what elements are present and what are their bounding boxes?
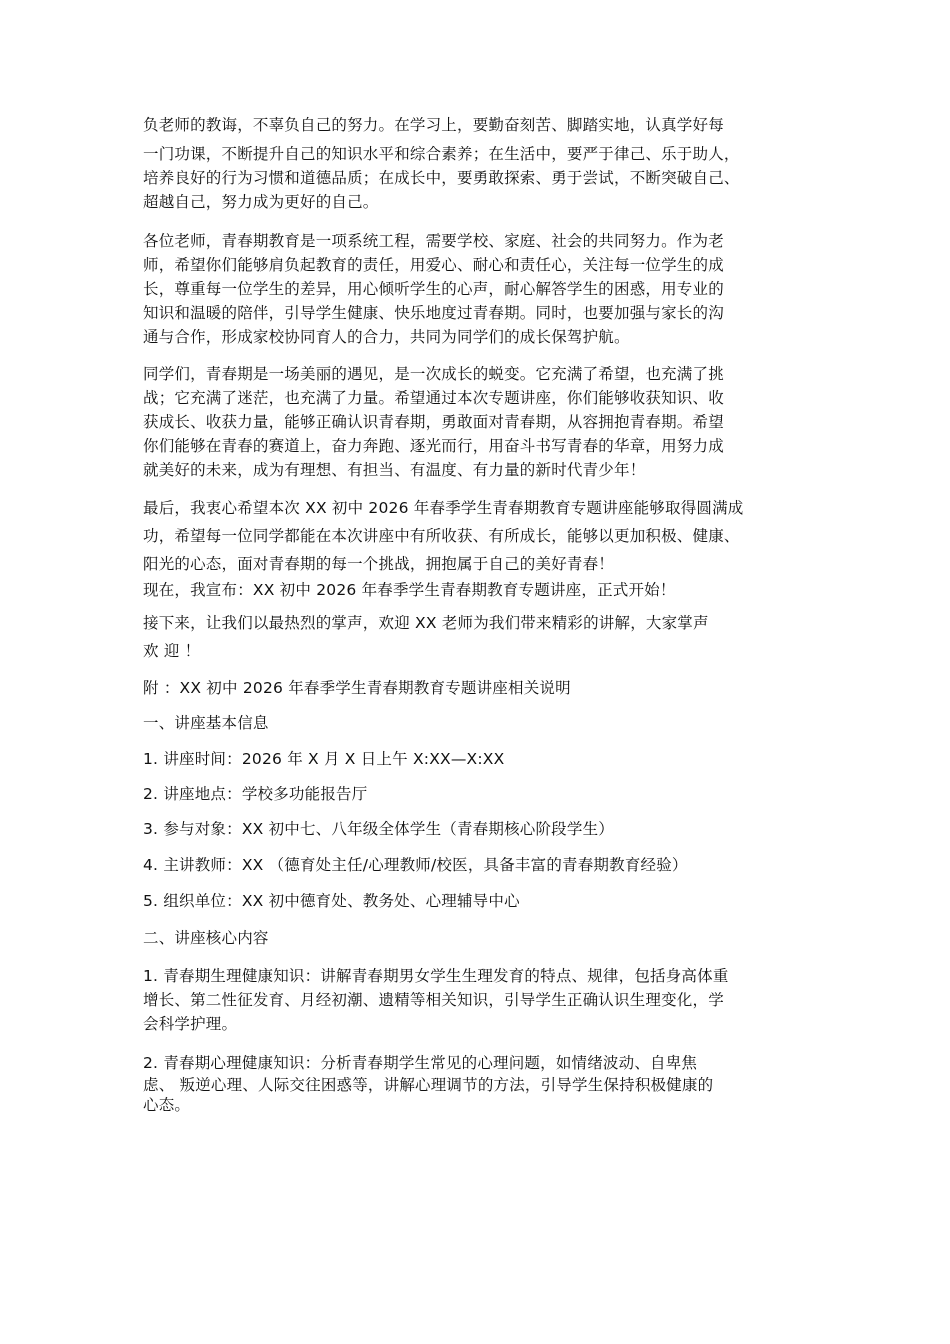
basic-info-item: 4. 主讲教师：XX （德育处主任/心理教师/校医，具备丰富的青春期教育经验） [143,856,688,874]
paragraph-4-line: 功，希望每一位同学都能在本次讲座中有所收获、有所成长，能够以更加积极、健康、 [143,527,740,545]
content-item-1-line: 增长、第二性征发育、月经初潮、遗精等相关知识，引导学生正确认识生理变化，学 [143,991,724,1009]
section-2-heading: 二、讲座核心内容 [143,929,269,947]
paragraph-5-line: 接下来，让我们以最热烈的掌声，欢迎 XX 老师为我们带来精彩的讲解，大家掌声 [143,614,709,632]
paragraph-2-line: 各位老师，青春期教育是一项系统工程，需要学校、家庭、社会的共同努力。作为老 [143,232,724,250]
basic-info-item: 5. 组织单位：XX 初中德育处、教务处、心理辅导中心 [143,892,520,910]
paragraph-1-line: 一门功课，不断提升自己的知识水平和综合素养；在生活中，要严于律己、乐于助人， [143,145,740,163]
paragraph-4-line: 最后，我衷心希望本次 XX 初中 2026 年春季学生青春期教育专题讲座能够取得圆满成 [143,499,744,517]
content-item-1-line: 1. 青春期生理健康知识：讲解青春期男女学生生理发育的特点、规律，包括身高体重 [143,967,729,985]
paragraph-3-line: 就美好的未来，成为有理想、有担当、有温度、有力量的新时代青少年！ [143,461,646,479]
paragraph-5-line: 欢 迎 ！ [143,642,201,660]
appendix-title: 附 ：XX 初中 2026 年春季学生青春期教育专题讲座相关说明 [143,679,571,697]
paragraph-4-line: 阳光的心态，面对青春期的每一个挑战，拥抱属于自己的美好青春！ [143,555,615,573]
paragraph-3-line: 获成长、收获力量，能够正确认识青春期，勇敢面对青春期，从容拥抱青春期。希望 [143,413,724,431]
basic-info-item: 2. 讲座地点：学校多功能报告厅 [143,785,368,803]
paragraph-3-line: 同学们，青春期是一场美丽的遇见，是一次成长的蜕变。它充满了希望，也充满了挑 [143,365,724,383]
paragraph-3-line: 你们能够在青春的赛道上，奋力奔跑、逐光而行，用奋斗书写青春的华章，用努力成 [143,437,724,455]
paragraph-1-line: 培养良好的行为习惯和道德品质；在成长中，要勇敢探索、勇于尝试，不断突破自己、 [143,169,740,187]
section-1-heading: 一、讲座基本信息 [143,714,269,732]
content-item-2-line: 心态。 [143,1096,191,1114]
paragraph-3-line: 战；它充满了迷茫，也充满了力量。希望通过本次专题讲座，你们能够收获知识、收 [143,389,724,407]
content-item-2-line: 虑、 叛逆心理、人际交往困惑等，讲解心理调节的方法，引导学生保持积极健康的 [143,1076,714,1094]
paragraph-1-line: 超越自己，努力成为更好的自己。 [143,193,379,211]
paragraph-2-line: 通与合作，形成家校协同育人的合力，共同为同学们的成长保驾护航。 [143,328,630,346]
content-item-2-line: 2. 青春期心理健康知识：分析青春期学生常见的心理问题，如情绪波动、自卑焦 [143,1054,698,1072]
paragraph-2-line: 知识和温暖的陪伴，引导学生健康、快乐地度过青春期。同时，也要加强与家长的沟 [143,304,724,322]
paragraph-1-line: 负老师的教诲，不辜负自己的努力。在学习上，要勤奋刻苦、脚踏实地，认真学好每 [143,116,724,134]
content-item-1-line: 会科学护理。 [143,1015,238,1033]
basic-info-item: 1. 讲座时间：2026 年 X 月 X 日上午 X:XX—X:XX [143,750,505,768]
paragraph-2-line: 师，希望你们能够肩负起教育的责任，用爱心、耐心和责任心，关注每一位学生的成 [143,256,724,274]
basic-info-item: 3. 参与对象：XX 初中七、八年级全体学生（青春期核心阶段学生） [143,820,614,838]
paragraph-2-line: 长，尊重每一位学生的差异，用心倾听学生的心声，耐心解答学生的困惑，用专业的 [143,280,724,298]
announcement: 现在，我宣布：XX 初中 2026 年春季学生青春期教育专题讲座，正式开始！ [143,581,676,599]
